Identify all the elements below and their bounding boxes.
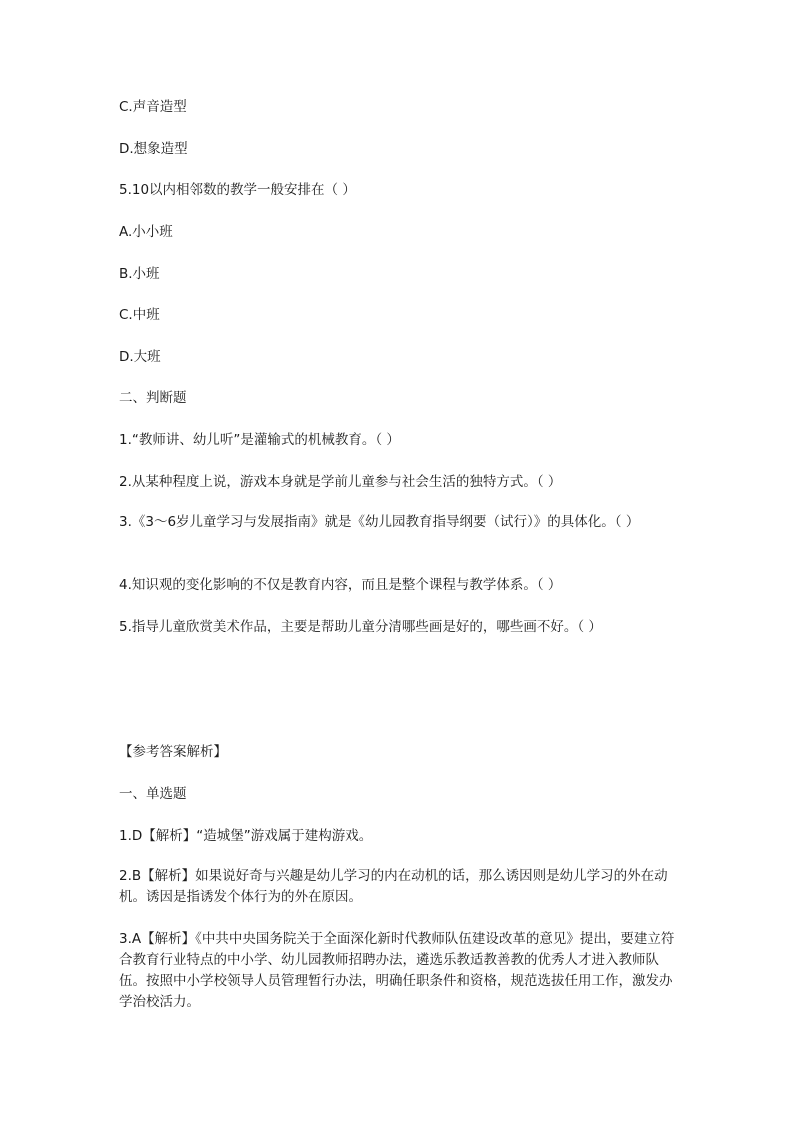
section-heading-judgement: 二、判断题 bbox=[119, 390, 187, 406]
question-5-option-a: A.小小班 bbox=[119, 224, 173, 240]
answer-item-2: 2.B【解析】如果说好奇与兴趣是幼儿学习的内在动机的话，那么诱因则是幼儿学习的外在动机。诱因是指诱发个体行为的外在原因。 bbox=[119, 868, 668, 905]
question-5-option-d: D.大班 bbox=[119, 349, 161, 365]
judgement-item-4: 4.知识观的变化影响的不仅是教育内容，而且是整个课程与教学体系。（ ） bbox=[119, 577, 562, 593]
option-c-text: C.声音造型 bbox=[119, 99, 187, 115]
answer-item-1: 1.D【解析】“造城堡”游戏属于建构游戏。 bbox=[119, 828, 373, 844]
judgement-item-3: 3.《3～6岁儿童学习与发展指南》就是《幼儿园教育指导纲要（试行）》的具体化。（ ） bbox=[119, 514, 640, 530]
answers-heading: 【参考答案解析】 bbox=[119, 744, 227, 760]
question-5-option-c: C.中班 bbox=[119, 307, 160, 323]
judgement-item-5: 5.指导儿童欣赏美术作品，主要是帮助儿童分清哪些画是好的，哪些画不好。（ ） bbox=[119, 619, 602, 635]
judgement-item-1: 1.“教师讲、幼儿听”是灌输式的机械教育。（ ） bbox=[119, 432, 400, 448]
judgement-item-2: 2.从某种程度上说，游戏本身就是学前儿童参与社会生活的独特方式。（ ） bbox=[119, 474, 562, 490]
option-d-text: D.想象造型 bbox=[119, 141, 188, 157]
answer-item-3: 3.A【解析】《中共中央国务院关于全面深化新时代教师队伍建设改革的意见》提出，要建立符合教育行业特点的中小学、幼儿园教师招聘办法，遴选乐教适教善教的优秀人才进入教师队伍。按照中小学校领导人员管理暂行办法，明确任职条件和资格，规范选拔任用工作，激发办学治校活力。 bbox=[119, 931, 675, 1010]
question-5-stem: 5.10以内相邻数的教学一般安排在（ ） bbox=[119, 182, 356, 198]
question-5-option-b: B.小班 bbox=[119, 266, 160, 282]
answers-subheading: 一、单选题 bbox=[119, 786, 187, 802]
